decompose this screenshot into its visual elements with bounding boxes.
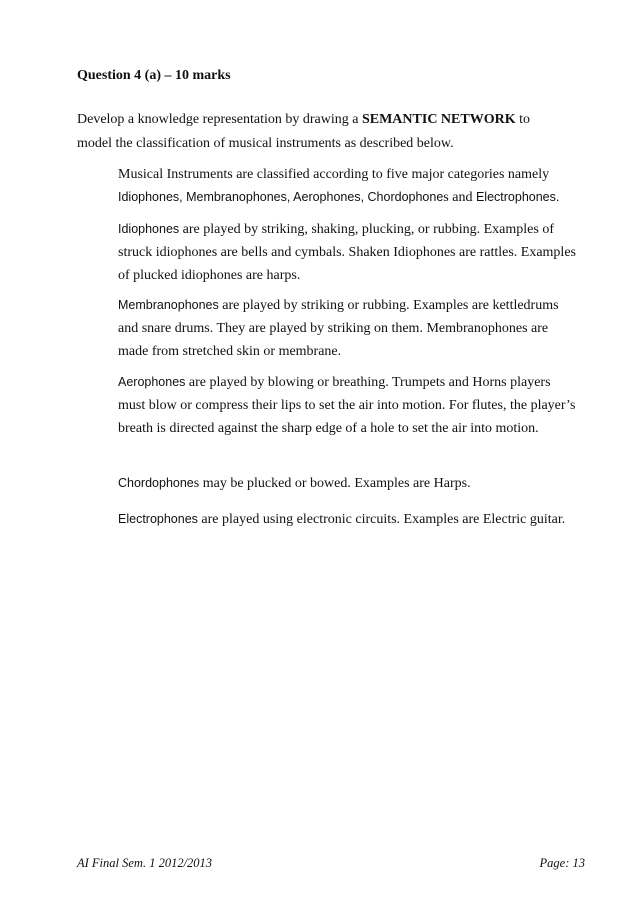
paragraph-chordophones xyxy=(118,472,578,495)
term-membranophones: Membranophones xyxy=(186,190,287,204)
intro-paragraph xyxy=(77,108,567,156)
term-chordophones: Chordophone xyxy=(367,190,444,204)
term-idiophones: Idiophones xyxy=(118,190,180,204)
paragraph-membranophones xyxy=(118,294,578,363)
term-membranophones: Membranophones xyxy=(118,298,219,312)
comma: , xyxy=(286,190,294,204)
intro-text-before: Develop a knowledge representation by drawing a xyxy=(77,112,362,127)
comma: , xyxy=(360,190,368,204)
paragraph-aerophones xyxy=(118,371,578,440)
comma: , xyxy=(179,190,187,204)
term-aerophones: Aerophones xyxy=(293,190,361,204)
paragraph-electrophones xyxy=(118,508,578,531)
intro-emphasis: SEMANTIC NETWORK xyxy=(361,112,516,127)
and-text: s and xyxy=(443,190,476,205)
term-chordophones: Chordophone xyxy=(118,476,194,490)
paragraph-categories xyxy=(118,163,578,209)
term-idiophones: Idiophones xyxy=(118,222,180,236)
intro-text-after: to model the classification of musical instruments as described below. xyxy=(77,112,530,151)
idiophones-description: are played by striking, shaking, plucking, or rubbing. Examples of struck idiophones are bells and cymbals. Shaken Idiophones are rattles. Examples of plucked idiophones are harps. xyxy=(118,222,576,283)
term-electrophones: Electrophones xyxy=(475,190,556,204)
paragraph-idiophones xyxy=(118,218,578,287)
electrophones-description: are played using electronic circuits. Examples are Electric guitar. xyxy=(197,512,566,527)
term-aerophones: Aerophones xyxy=(118,375,186,389)
footer-course-label: AI Final Sem. 1 2012/2013 xyxy=(77,856,213,870)
footer-page-number: Page: 13 xyxy=(539,856,585,870)
chordophones-description: s may be plucked or bowed. Examples are Harps. xyxy=(193,476,471,491)
period: . xyxy=(555,190,560,204)
categories-text: Musical Instruments are classified according to five major categories namely xyxy=(118,167,550,182)
aerophones-description: are played by blowing or breathing. Trumpets and Horns players must blow or compress their lips to set the air into motion. For flutes, the player’s breath is directed against the sharp edge of a hole to set the air into motion. xyxy=(118,375,576,436)
membranophones-description: are played by striking or rubbing. Examples are kettledrums and snare drums. They are played by striking on them. Membranophones are made from stretched skin or membrane. xyxy=(118,298,559,359)
question-title: Question 4 (a) – 10 marks xyxy=(77,68,231,83)
term-electrophones: Electrophones xyxy=(118,512,198,526)
